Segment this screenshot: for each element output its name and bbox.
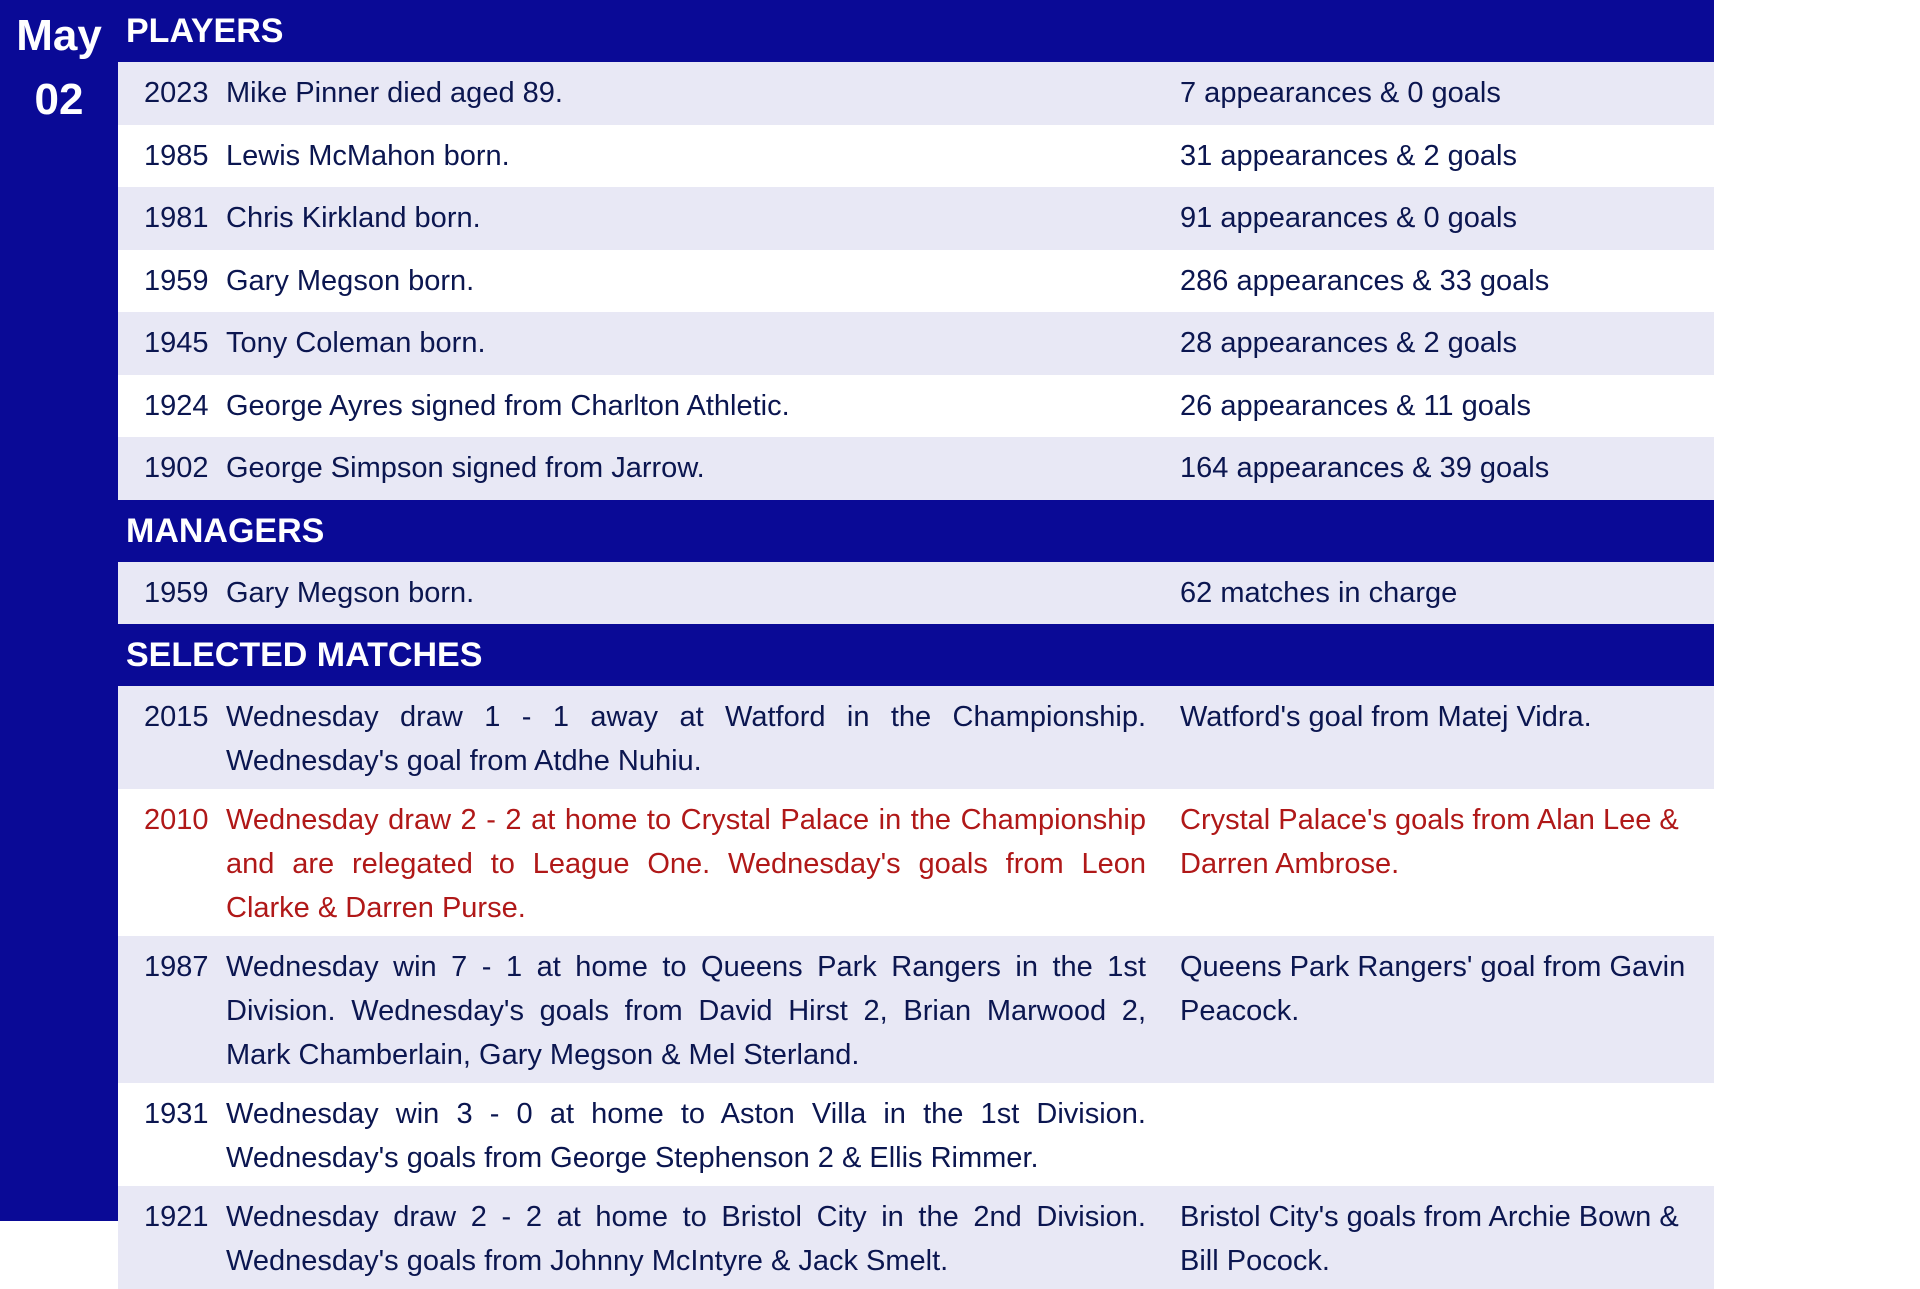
row-year: 1959 <box>144 264 209 297</box>
row-year: 1945 <box>144 327 209 360</box>
match-row <box>118 936 1714 1083</box>
date-day: 02 <box>34 75 84 124</box>
row-description: George Ayres signed from Charlton Athletic. <box>226 389 790 422</box>
row-year: 2010 <box>144 804 209 836</box>
row-description: George Simpson signed from Jarrow. <box>226 452 705 485</box>
row-stat <box>1146 1092 1692 1180</box>
row-description: Wednesday draw 2 - 2 at home to Bristol City in the 2nd Division. Wednesday's goals from Johnny McIntyre & Jack Smelt. <box>226 1201 1146 1277</box>
row-description: Tony Coleman born. <box>226 327 486 360</box>
row-year: 1921 <box>144 1201 209 1233</box>
row-stat: Crystal Palace's goals from Alan Lee & Darren Ambrose. <box>1180 804 1679 880</box>
row-description: Gary Megson born. <box>226 264 475 297</box>
match-row <box>118 1083 1714 1186</box>
players-header: PLAYERS <box>118 0 1714 62</box>
row-description: Wednesday win 3 - 0 at home to Aston Villa in the 1st Division. Wednesday's goals from George Stephenson 2 & Ellis Rimmer. <box>226 1098 1146 1174</box>
player-row <box>118 250 1714 313</box>
date-month: May <box>16 11 102 60</box>
row-stat: 7 appearances & 0 goals <box>1180 77 1501 110</box>
date-column <box>0 0 118 1221</box>
row-year: 1924 <box>144 389 209 422</box>
row-stat: Bristol City's goals from Archie Bown & Bill Pocock. <box>1180 1201 1679 1277</box>
row-description: Gary Megson born. <box>226 576 475 609</box>
player-row <box>118 62 1714 125</box>
row-description: Lewis McMahon born. <box>226 139 510 172</box>
row-description: Chris Kirkland born. <box>226 202 481 235</box>
row-year: 1902 <box>144 452 209 485</box>
row-stat: Queens Park Rangers' goal from Gavin Peacock. <box>1180 951 1686 1027</box>
match-row <box>118 686 1714 789</box>
row-stat: 31 appearances & 2 goals <box>1180 139 1517 172</box>
row-stat: 91 appearances & 0 goals <box>1180 202 1517 235</box>
match-row-highlighted <box>118 789 1714 936</box>
row-stat: 26 appearances & 11 goals <box>1180 389 1531 422</box>
managers-header: MANAGERS <box>118 500 1714 562</box>
row-year: 1985 <box>144 139 209 172</box>
player-row <box>118 125 1714 188</box>
player-row <box>118 312 1714 375</box>
row-stat: 286 appearances & 33 goals <box>1180 264 1550 297</box>
row-year: 2023 <box>144 77 209 110</box>
row-description: Mike Pinner died aged 89. <box>226 77 563 110</box>
row-year: 1931 <box>144 1098 209 1130</box>
row-stat: 164 appearances & 39 goals <box>1180 452 1550 485</box>
row-description: Wednesday draw 2 - 2 at home to Crystal Palace in the Championship and are relegated to League One. Wednesday's goals from Leon Clarke & Darren Purse. <box>226 804 1146 924</box>
row-stat: 28 appearances & 2 goals <box>1180 327 1517 360</box>
player-row <box>118 375 1714 438</box>
manager-row <box>118 562 1714 625</box>
content-area <box>118 0 1714 1289</box>
player-row <box>118 187 1714 250</box>
match-row <box>118 1186 1714 1289</box>
player-row <box>118 437 1714 500</box>
row-year: 1959 <box>144 576 209 609</box>
row-description: Wednesday win 7 - 1 at home to Queens Park Rangers in the 1st Division. Wednesday's goals from David Hirst 2, Brian Marwood 2, Mark Chamberlain, Gary Megson & Mel Sterland. <box>226 951 1146 1071</box>
row-year: 1987 <box>144 951 209 983</box>
row-year: 2015 <box>144 701 209 733</box>
matches-header: SELECTED MATCHES <box>118 624 1714 686</box>
row-year: 1981 <box>144 202 209 235</box>
row-stat: 62 matches in charge <box>1180 576 1458 609</box>
row-stat: Watford's goal from Matej Vidra. <box>1180 701 1592 733</box>
row-description: Wednesday draw 1 - 1 away at Watford in the Championship. Wednesday's goal from Atdhe Nuhiu. <box>226 701 1146 777</box>
